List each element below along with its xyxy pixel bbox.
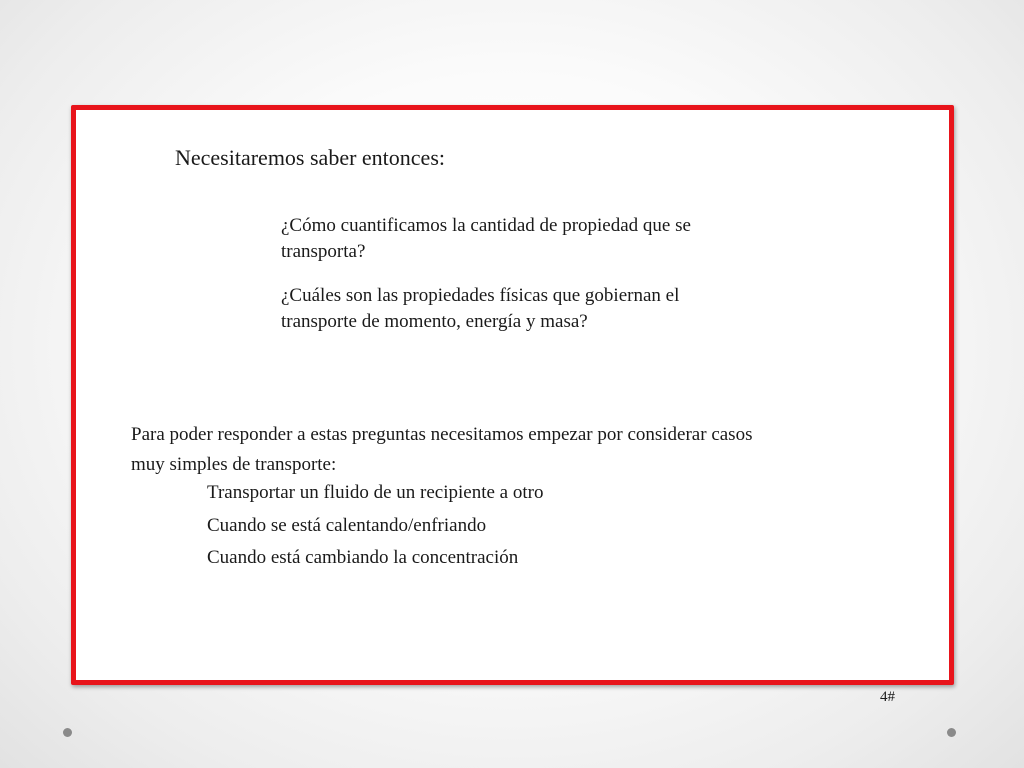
decorative-dot-icon-left (63, 728, 72, 737)
question-2 (281, 283, 679, 335)
question-1-line-2: transporta? (281, 241, 366, 262)
intro-paragraph (131, 420, 752, 480)
question-2-line-2: transporte de momento, energía y masa? (281, 311, 588, 332)
slide-heading: Necesitaremos saber entonces: (175, 145, 445, 170)
question-1 (281, 213, 691, 265)
intro-line-1: Para poder responder a estas preguntas necesitamos empezar por considerar casos (131, 424, 753, 445)
intro-line-2: muy simples de transporte: (131, 454, 337, 475)
transport-case-1: Transportar un fluido de un recipiente a otro (207, 482, 544, 503)
transport-case-3: Cuando está cambiando la concentración (207, 547, 519, 568)
transport-case-2: Cuando se está calentando/enfriando (207, 515, 487, 536)
decorative-dot-icon-right (947, 728, 956, 737)
page-number: 4# (880, 689, 895, 705)
question-1-line-1: ¿Cómo cuantificamos la cantidad de propiedad que se (281, 215, 691, 236)
content-frame (71, 105, 954, 685)
question-2-line-1: ¿Cuáles son las propiedades físicas que gobiernan el (281, 285, 680, 306)
